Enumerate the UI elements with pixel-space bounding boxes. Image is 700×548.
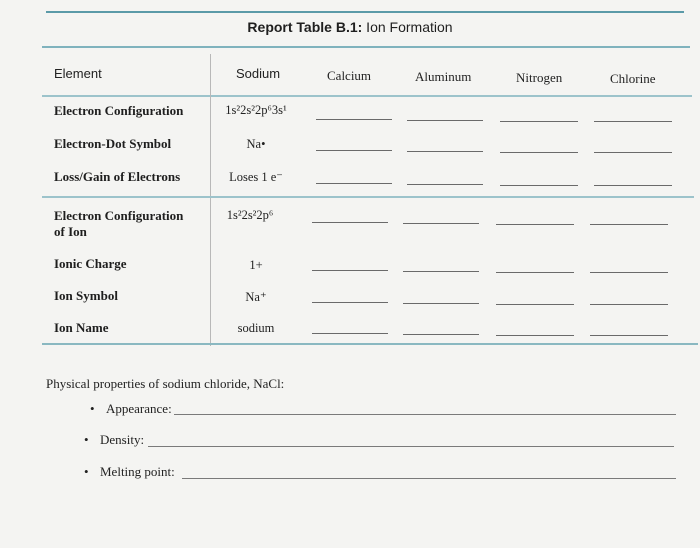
chlorine-ion-symbol-blank[interactable] [590, 304, 668, 305]
sodium-electron-dot: Na• [246, 137, 266, 151]
physical-properties-title: Physical properties of sodium chloride, NaCl: [46, 376, 285, 391]
col-header-calcium: Calcium [327, 68, 372, 83]
calcium-loss-gain-blank[interactable] [316, 183, 392, 184]
appearance-blank[interactable] [174, 414, 676, 415]
calcium-ionic-charge-blank[interactable] [312, 270, 388, 271]
chlorine-ion-config-blank[interactable] [590, 224, 668, 225]
col-header-element: Element [54, 66, 102, 81]
density-blank[interactable] [148, 446, 674, 447]
calcium-electron-dot-blank[interactable] [316, 150, 392, 151]
nitrogen-ion-symbol-blank[interactable] [496, 304, 574, 305]
aluminum-loss-gain-blank[interactable] [407, 184, 483, 185]
row-label-electron-config: Electron Configuration [54, 103, 184, 118]
aluminum-ion-symbol-blank[interactable] [403, 303, 479, 304]
melting-point-blank[interactable] [182, 478, 676, 479]
calcium-ion-name-blank[interactable] [312, 333, 388, 334]
aluminum-ionic-charge-blank[interactable] [403, 271, 479, 272]
calcium-electron-config-blank[interactable] [316, 119, 392, 120]
row-label-ion-name: Ion Name [54, 320, 109, 335]
calcium-ion-symbol-blank[interactable] [312, 302, 388, 303]
report-title: Report Table B.1: Ion Formation [247, 19, 453, 35]
row-label-electron-dot: Electron-Dot Symbol [54, 136, 172, 151]
aluminum-ion-name-blank[interactable] [403, 334, 479, 335]
col-header-chlorine: Chlorine [610, 71, 656, 86]
chlorine-ionic-charge-blank[interactable] [590, 272, 668, 273]
sodium-ion-config: 1s²2s²2p⁶ [226, 208, 274, 222]
sodium-ionic-charge: 1+ [249, 258, 263, 272]
col-header-sodium: Sodium [236, 66, 281, 81]
aluminum-electron-config-blank[interactable] [407, 120, 483, 121]
col-header-nitrogen: Nitrogen [516, 70, 563, 85]
sodium-loss-gain: Loses 1 e⁻ [229, 170, 283, 184]
sodium-electron-config: 1s²2s²2p⁶3s¹ [225, 103, 287, 117]
nitrogen-ionic-charge-blank[interactable] [496, 272, 574, 273]
aluminum-ion-config-blank[interactable] [403, 223, 479, 224]
chlorine-electron-config-blank[interactable] [594, 121, 672, 122]
row-label-ion-symbol: Ion Symbol [54, 288, 118, 303]
sodium-ion-symbol: Na⁺ [245, 290, 267, 304]
density-label: • Density: [84, 432, 145, 447]
mid-rule [42, 196, 694, 198]
col-header-aluminum: Aluminum [415, 69, 472, 84]
header-rule [42, 95, 692, 97]
top-rule [46, 11, 684, 13]
nitrogen-ion-name-blank[interactable] [496, 335, 574, 336]
appearance-label: • Appearance: [90, 401, 172, 416]
row-label-loss-gain: Loss/Gain of Electrons [54, 169, 181, 184]
chlorine-ion-name-blank[interactable] [590, 335, 668, 336]
chlorine-loss-gain-blank[interactable] [594, 185, 672, 186]
row-label-ionic-charge: Ionic Charge [54, 256, 127, 271]
sodium-ion-name: sodium [237, 321, 275, 335]
bottom-rule [42, 343, 698, 345]
nitrogen-electron-config-blank[interactable] [500, 121, 578, 122]
nitrogen-electron-dot-blank[interactable] [500, 152, 578, 153]
nitrogen-loss-gain-blank[interactable] [500, 185, 578, 186]
melting-point-label: • Melting point: [84, 464, 175, 479]
aluminum-electron-dot-blank[interactable] [407, 151, 483, 152]
chlorine-electron-dot-blank[interactable] [594, 152, 672, 153]
row-label-ion-config: Electron Configuration of Ion [54, 208, 184, 239]
calcium-ion-config-blank[interactable] [312, 222, 388, 223]
title-rule [42, 46, 690, 48]
nitrogen-ion-config-blank[interactable] [496, 224, 574, 225]
